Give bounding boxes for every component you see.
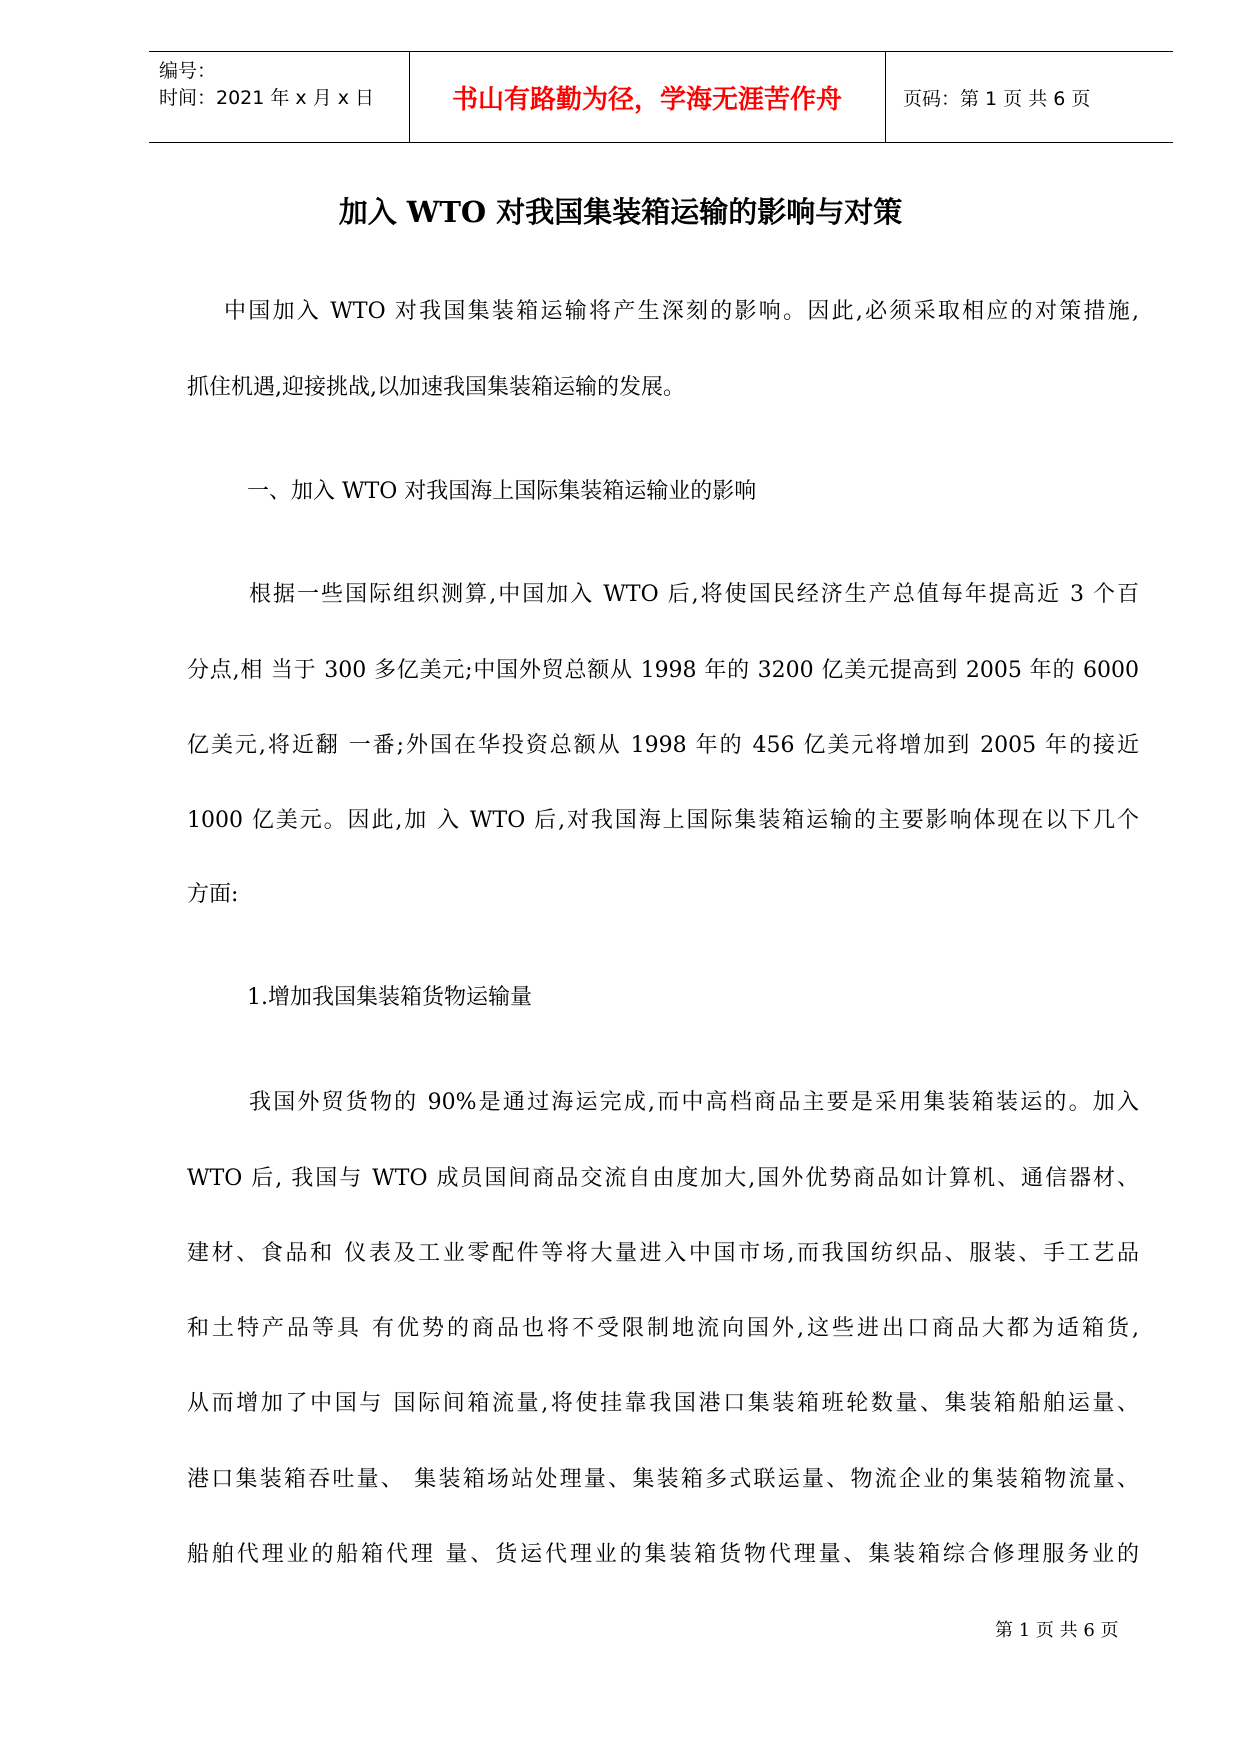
body-line: 我国外贸货物的 90%是通过海运完成,而中高档商品主要是采用集装箱装运的。加入 — [249, 1090, 1139, 1115]
header-divider-right — [885, 52, 886, 142]
body-line: 中国加入 WTO 对我国集装箱运输将产生深刻的影响。因此,必须采取相应的对策措施, — [224, 299, 1139, 324]
document-number-label: 编号： — [159, 60, 217, 82]
body-line: 亿美元,将近翻 一番;外国在华投资总额从 1998 年的 456 亿美元将增加到 2005 年的接近 — [187, 733, 1139, 758]
body-line: 1000 亿美元。因此,加 入 WTO 后,对我国海上国际集装箱运输的主要影响体现在以下几个 — [187, 808, 1139, 833]
body-line: 港口集装箱吞吐量、 集装箱场站处理量、集装箱多式联运量、物流企业的集装箱物流量、 — [187, 1467, 1139, 1492]
page-footer: 第 1 页 共 6 页 — [995, 1620, 1119, 1641]
header-page-info: 页码：第 1 页 共 6 页 — [903, 87, 1091, 110]
body-line: 建材、食品和 仪表及工业零配件等将大量进入中国市场,而我国纺织品、服装、手工艺品 — [187, 1241, 1139, 1266]
header-meta — [159, 58, 374, 112]
subsection-heading: 1.增加我国集装箱货物运输量 — [247, 985, 532, 1010]
body-line: 从而增加了中国与 国际间箱流量,将使挂靠我国港口集装箱班轮数量、集装箱船舶运量、 — [187, 1391, 1139, 1416]
page-header — [149, 51, 1173, 143]
body-line: 和土特产品等具 有优势的商品也将不受限制地流向国外,这些进出口商品大都为适箱货, — [187, 1316, 1139, 1341]
document-time-label: 时间：2021 年 x 月 x 日 — [159, 87, 375, 109]
body-line: 方面: — [187, 882, 239, 907]
body-line: 船舶代理业的船箱代理 量、货运代理业的集装箱货物代理量、集装箱综合修理服务业的 — [187, 1542, 1139, 1567]
document-title: 加入 WTO 对我国集装箱运输的影响与对策 — [338, 195, 903, 229]
body-line: 分点,相 当于 300 多亿美元;中国外贸总额从 1998 年的 3200 亿美元提高到 2005 年的 6000 — [187, 658, 1139, 683]
body-line: WTO 后, 我国与 WTO 成员国间商品交流自由度加大,国外优势商品如计算机、通信器材、 — [187, 1166, 1139, 1191]
body-line: 抓住机遇,迎接挑战,以加速我国集装箱运输的发展。 — [187, 375, 685, 400]
body-line: 根据一些国际组织测算,中国加入 WTO 后,将使国民经济生产总值每年提高近 3 个百 — [249, 582, 1139, 607]
section-heading: 一、加入 WTO 对我国海上国际集装箱运输业的影响 — [247, 479, 757, 504]
header-motto: 书山有路勤为径，学海无涯苦作舟 — [451, 84, 842, 115]
